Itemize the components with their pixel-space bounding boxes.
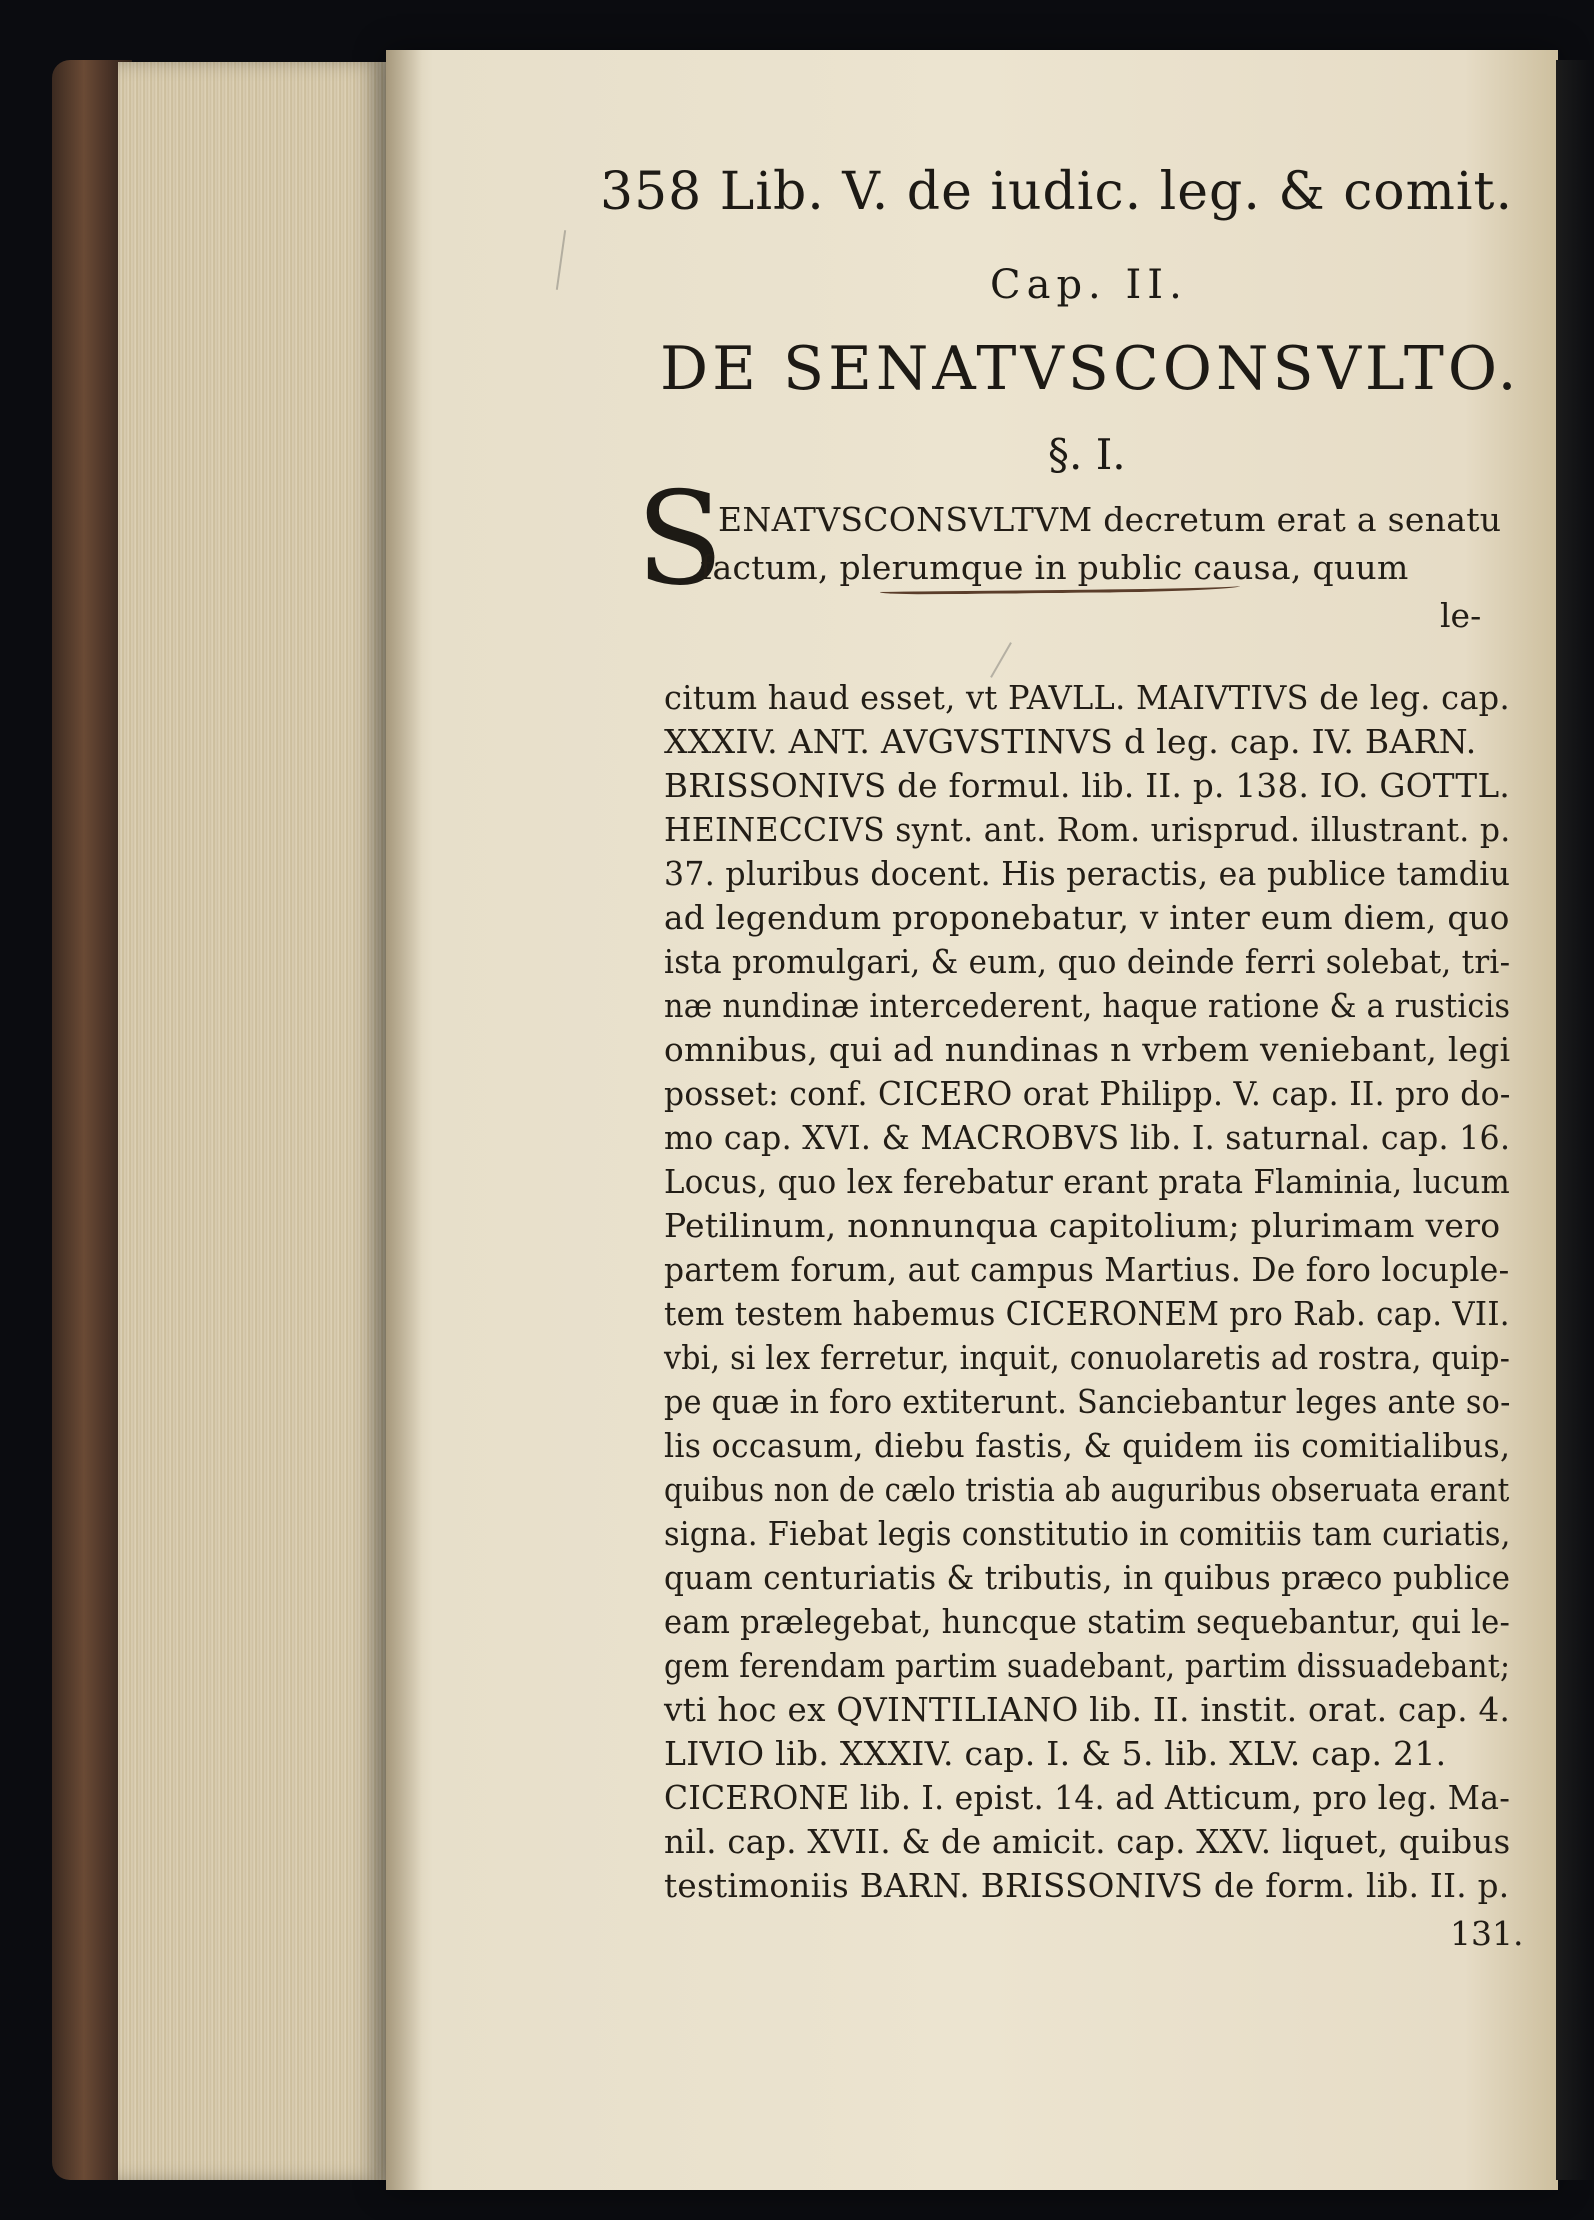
text-line: quam centuriatis & tributis, in quibus præco publice	[664, 1558, 1511, 1597]
text-line: quibus non de cælo tristia ab auguribus obseruata erant	[664, 1470, 1510, 1509]
text-line: omnibus, qui ad nundinas n vrbem veniebant, legi	[664, 1030, 1511, 1069]
text-line: BRISSONIVS de formul. lib. II. p. 138. IO. GOTTL.	[664, 766, 1511, 805]
right-edge	[1556, 60, 1594, 2180]
text-line: testimoniis BARN. BRISSONIVS de form. lib. II. p.	[664, 1866, 1510, 1905]
text-line: pe quæ in foro extiterunt. Sanciebantur leges ante so-	[664, 1382, 1511, 1421]
catchword: le-	[1440, 596, 1482, 635]
text-line: posset: conf. CICERO orat Philipp. V. cap. II. pro do-	[664, 1074, 1511, 1113]
text-line: XXXIV. ANT. AVGVSTINVS d leg. cap. IV. BARN.	[664, 722, 1477, 761]
catchword: 131.	[1450, 1914, 1524, 1953]
text-line: mo cap. XVI. & MACROBVS lib. I. saturnal. cap. 16.	[664, 1118, 1511, 1157]
gutter-shadow	[386, 50, 422, 2190]
text-line: Petilinum, nonnunqua capitolium; plurimam vero	[664, 1206, 1501, 1245]
text-line: HEINECCIVS synt. ant. Rom. urisprud. illustrant. p.	[664, 810, 1511, 849]
text-line: nil. cap. XVII. & de amicit. cap. XXV. liquet, quibus	[664, 1822, 1511, 1861]
text-line: LIVIO lib. XXXIV. cap. I. & 5. lib. XLV. cap. 21.	[664, 1734, 1447, 1773]
chapter-number: Cap. II.	[990, 262, 1188, 308]
text-line: lis occasum, diebu fastis, & quidem iis comitialibus,	[664, 1426, 1511, 1465]
text-line: vti hoc ex QVINTILIANO lib. II. instit. orat. cap. 4.	[664, 1690, 1511, 1729]
text-line: factum, plerumque in public causa, quum	[700, 548, 1409, 587]
text-line: Locus, quo lex ferebatur erant prata Flaminia, lucum	[664, 1162, 1511, 1201]
text-line: tem testem habemus CICERONEM pro Rab. cap. VII.	[664, 1294, 1510, 1333]
text-line: 37. pluribus docent. His peractis, ea publice tamdiu	[664, 854, 1511, 893]
chapter-title: DE SENATVSCONSVLTO.	[660, 334, 1521, 404]
text-line: ista promulgari, & eum, quo deinde ferri solebat, tri-	[664, 942, 1511, 981]
text-line: ENATVSCONSVLTVM decretum erat a senatu	[718, 500, 1502, 539]
text-line: signa. Fiebat legis constitutio in comitiis tam curiatis,	[664, 1514, 1511, 1553]
text-line: ad legendum proponebatur, v inter eum diem, quo	[664, 898, 1510, 937]
text-line: gem ferendam partim suadebant, partim dissuadebant;	[664, 1646, 1511, 1685]
text-line: CICERONE lib. I. epist. 14. ad Atticum, pro leg. Ma-	[664, 1778, 1511, 1817]
running-head: 358 Lib. V. de iudic. leg. & comit.	[600, 162, 1513, 222]
text-line: citum haud esset, vt PAVLL. MAIVTIVS de leg. cap.	[664, 678, 1510, 717]
text-line: vbi, si lex ferretur, inquit, conuolaretis ad rostra, quip-	[664, 1338, 1511, 1377]
section-mark: §. I.	[1048, 430, 1126, 479]
page-edges	[118, 62, 386, 2180]
text-line: eam prælegebat, huncque statim sequebantur, qui le-	[664, 1602, 1511, 1641]
drop-capital: S	[636, 465, 724, 614]
text-line: næ nundinæ intercederent, haque ratione & a rusticis	[664, 986, 1511, 1025]
text-line: partem forum, aut campus Martius. De foro locuple-	[664, 1250, 1510, 1289]
